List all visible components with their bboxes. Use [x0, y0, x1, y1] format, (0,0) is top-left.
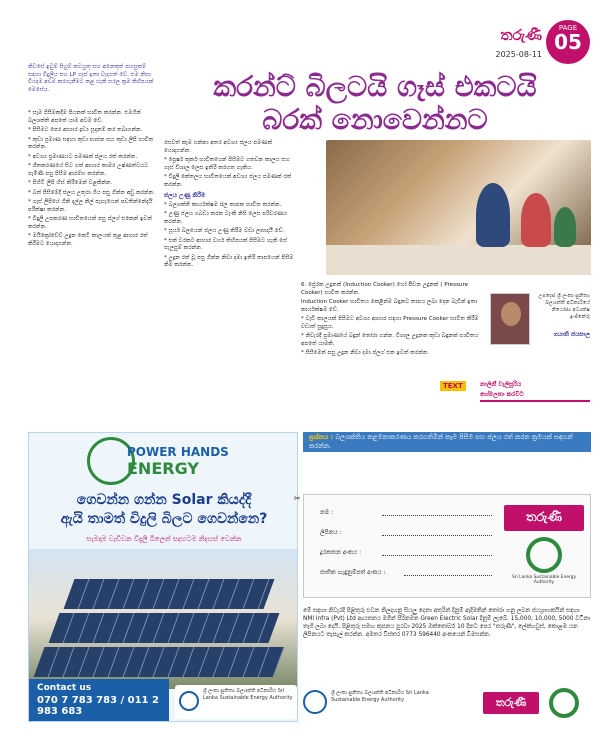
article-column-1	[28, 110, 160, 250]
quiz-label: ප්‍රශ්නය :	[309, 433, 334, 441]
paragraph: * පිසීමට පෙර ආහාර ද්‍රව්‍ය සූදානම් කර තබාගන්න.	[28, 127, 143, 133]
contact-label: Contact us	[37, 683, 92, 693]
masthead	[470, 20, 590, 68]
seda-emblem-icon	[303, 690, 327, 714]
paragraph: 6. ප්‍රේරක උදුනක් (Induction Cooker) හෝ පීඩන උදුනක් ( Pressure Cooker) භාවිත කරන්න.	[301, 282, 469, 296]
seda-partner-logo	[175, 685, 297, 719]
solar-roof-photo	[29, 549, 298, 689]
paragraph: * ප්‍රෙෂර් කුකර් භාවිතයෙන් පිසීමට ගතවන කාලය සහ ගෑස් විශාල ලෙස ඉතිරි කරගත හැකිය.	[164, 157, 290, 171]
seda-name: ශ්‍රී ලංකා සුනිත්‍ය බලශක්ති අධිකාරිය Sri Lanka Sustainable Energy Authority	[203, 688, 293, 701]
paragraph: * කුඩා ප්‍රමාණ සඳහා කුඩා භාජන සහ කුඩා ලිපි භාවිත කරන්න.	[28, 136, 154, 150]
quiz-question	[303, 432, 591, 452]
credit-underline	[480, 400, 590, 402]
headline-line-2: බරක් නොවෙන්නට	[262, 103, 488, 136]
power-hands-logo	[87, 437, 242, 487]
paragraph: * වැඩි කාලයක් පිසීමට අවශ්‍ය ආහාර සඳහා Pressure Cooker භාවිත කිරීම වඩාත් සුදුසුය.	[301, 316, 479, 330]
ad-headline	[39, 491, 289, 529]
paragraph: * සූර්ය බලයෙන් ජලය උණු කිරීම වඩා ලාභදායී වේ.	[164, 228, 285, 234]
paragraph: * විදුලි කේතලය භාවිතයෙන් අවශ්‍ය ජලය පමණක් රත් කරන්න.	[164, 174, 292, 188]
article-column-2	[164, 140, 299, 272]
paragraph: * උණු ජලය ගබඩා කරන ටැංකි නිසි ලෙස පරිවරණය කරන්න.	[164, 211, 288, 225]
seda-emblem-icon	[179, 691, 199, 711]
field-label: ලිපිනය :	[320, 529, 342, 536]
quiz-text: බලශක්තිය කළමනාකරණය කරගනිමින් කෑම පිසීම සහ ජලය රත් කරන ක්‍රමයක් සඳහන් කරන්න.	[309, 433, 573, 450]
paragraph: * අවශ්‍ය ප්‍රමාණයට පමණක් ජලය රත් කරන්න.	[28, 153, 138, 160]
ad-headline-1: ගෙවන්න ගන්න Solar කියද්දී	[76, 492, 252, 508]
text-credit	[440, 379, 590, 415]
competition-info: මේ සඳහා නිවැරදි පිළිතුරු එවන නිලදාහනු සියලු දෙනා අතුරින් දිනුම් ඇදීමකින් තෝරා ගනු ලබන ජයග්‍රාහකයින් සඳහා NMI Infra (Pvt) Ltd ආයතනය මගින් පිරිනමන Green Electric Solar දිනුම් ලැබේ. 15,000, 10,000, 5000 වටිනා තෑගි ලබා දෙයි. පිළිතුරු සමඟ කූපනය පුරවා 2025 ඔක්තෝබර් 10 දිනට පෙර "තරුණී", ලේක්හවුස්, කොළඹ යන ලිපිනයට තැපැල් කරන්න. අමතර විස්තර 0773 596440 අංකයෙන් විමසන්න.	[303, 608, 591, 638]
credit-tag: TEXT	[440, 381, 466, 391]
paragraph: * බලශක්ති කාර්යක්ෂම ජල තාපක භාවිත කරන්න.	[164, 201, 282, 208]
field-line[interactable]	[382, 535, 492, 536]
form-row-nic[interactable]	[320, 569, 492, 577]
author-name: ගයානි ජයපාල	[553, 331, 590, 338]
credit-writer: නාලිනී වැලිසූරිය	[480, 381, 522, 388]
paragraph: රසවත් කෑම ගන්නා අතර අවශ්‍ය ජලය පමණක් යොදාගන්න.	[164, 140, 273, 154]
ad-headline-2: ඇයි තාමත් විදුලි බිලට ගෙවන්නෙ?	[60, 511, 268, 527]
paragraph: * එක් වරකට ආහාර වර්ග කිහිපයක් පිසීමට හැකි සේ සැලසුම් කරන්න.	[164, 237, 287, 251]
footer-logos	[303, 686, 591, 726]
paragraph: * ශීතකරණයේ සිට ගත් ආහාර කාමර උෂ්ණත්වයට පැමිණි පසු පිසීම ආරම්භ කරන්න.	[28, 163, 149, 177]
entry-coupon	[303, 494, 591, 598]
author-role: උපදෙස් ශ්‍රී ලංකා සුනිත්‍ය බලශක්ති අධිකාරියේ නියෝජ්‍ය අධ්‍යක්ෂ ඉංජිනේරු	[538, 293, 590, 320]
footer-g-logo-icon	[549, 688, 579, 718]
credit-writer-2: හේමලතා කරවිට	[480, 391, 524, 398]
author-box	[490, 283, 590, 393]
sponsor-name: Sri Lanka Sustainable Energy Authority	[511, 575, 577, 585]
kitchen-counter	[326, 245, 591, 275]
paragraph: * ගෑස් ලිපියේ ගිනි දැල්ල නිල් පැහැයෙන් පවතින්නේදැයි පරීක්ෂා කරන්න.	[28, 199, 153, 213]
cooker-section	[301, 282, 487, 360]
paragraph: * පිහිටි ලිපි හිස් කිරීමෙන් වළකින්න.	[28, 180, 113, 186]
author-face	[501, 302, 521, 326]
paragraph: * විදුලි උපකරණ භාවිතයෙන් පසු ප්ලග් එකෙන් ඉවත් කරන්න.	[28, 216, 153, 230]
page-number: 05	[554, 30, 582, 54]
paragraph: * පිසීමෙන් පසු උදුන නිවා දමා ප්ලග් එක ඉවත් කරන්න.	[301, 350, 430, 356]
tharuni-logo: තරුණී	[504, 505, 584, 531]
coupon-logos	[504, 505, 584, 585]
solar-panel	[64, 579, 275, 609]
form-row-phone[interactable]	[320, 549, 492, 557]
field-label: නම :	[320, 509, 334, 516]
page-label: PAGE	[558, 24, 578, 32]
seda-g-logo-icon	[526, 537, 562, 573]
person-figure	[476, 183, 510, 247]
subheading: ජලය උණු කිරීම	[164, 192, 206, 199]
field-line[interactable]	[382, 555, 492, 556]
logo-text-top: POWER HANDS	[127, 445, 229, 459]
paragraph: * බත් පිසීමේදී ජලය උතුරා ගිය පසු ගින්න අඩු කරන්න.	[28, 189, 155, 196]
kitchen-photo	[326, 140, 591, 275]
contact-box[interactable]	[29, 679, 169, 722]
field-label: ජාතික හැඳුනුම්පත් අංකය :	[320, 569, 386, 576]
scissor-icon: ✂	[294, 494, 301, 503]
field-line[interactable]	[404, 575, 492, 576]
form-row-name[interactable]	[320, 509, 492, 517]
headline-line-1: කරන්ට් බිලටයි ගෑස් එකටයි	[213, 70, 537, 103]
footer-tharuni-logo: තරුණී	[483, 692, 539, 714]
form-row-address[interactable]	[320, 529, 492, 537]
publication-date: 2025-08-11	[495, 50, 542, 59]
author-photo	[490, 293, 530, 345]
article-intro: නිවසේ ඉවුම් පිහුම් කටයුතු සහ අනෙකුත් පහසුකම් සඳහා විදුලිය සහ LP ගෑස් ඉතා වැදගත් වේ. එම නිසා වියදම අවම කරගැනීමට කළ හැකි සරල ක්‍රම කිහිපයක් මෙසේය.	[28, 64, 154, 93]
masthead-brand: තරුණී	[500, 26, 542, 44]
paragraph: * මයික්‍රෝවේව් උදුන කෙටි කාලයක් තුළ ආහාර රත් කිරීමට යොදාගන්න.	[28, 233, 148, 247]
article-headline	[160, 70, 590, 136]
paragraph: * නිවැරදි ප්‍රමාණයේ බඳුන් තෝරා ගන්න. විශාල උදුනක කුඩා බඳුනක් භාවිතය අපතේ යාමකි.	[301, 333, 479, 347]
contact-numbers[interactable]: 070 7 783 783 / 011 2 983 683	[37, 695, 159, 717]
paragraph: Induction Cooker භාවිතය කෙළින්ම බඳුනට තාපය ලබා දෙන බැවින් ඉතා කාර්යක්ෂම වේ.	[301, 299, 478, 313]
field-label: දුරකතන අංකය :	[320, 549, 362, 556]
paragraph: * උදුන රත් වූ පසු ගින්න නිවා දමා ඉතිරි තාපයෙන් පිසීම නිම කරන්න.	[164, 254, 294, 268]
person-figure	[521, 193, 551, 247]
logo-text-bottom: ENERGY	[127, 459, 199, 478]
paragraph: * සෑම පිසීමකදීම පියනක් භාවිත කරන්න. එමගින් බලශක්ති අපතේ යාම අවම වේ.	[28, 110, 141, 124]
field-line[interactable]	[382, 515, 492, 516]
footer-org: ශ්‍රී ලංකා සුනිත්‍ය බලශක්ති අධිකාරිය Sri Lanka Sustainable Energy Authority	[331, 690, 429, 703]
solar-advertisement[interactable]	[28, 432, 298, 722]
ad-subline: සැමදාම වැඩිවන විදුලි බිලෙන් සදහටම නිදහස් වෙන්න	[86, 535, 242, 543]
page-number-badge	[546, 20, 590, 64]
solar-panel	[49, 613, 280, 643]
solar-panel	[34, 647, 285, 677]
person-figure	[554, 207, 576, 247]
